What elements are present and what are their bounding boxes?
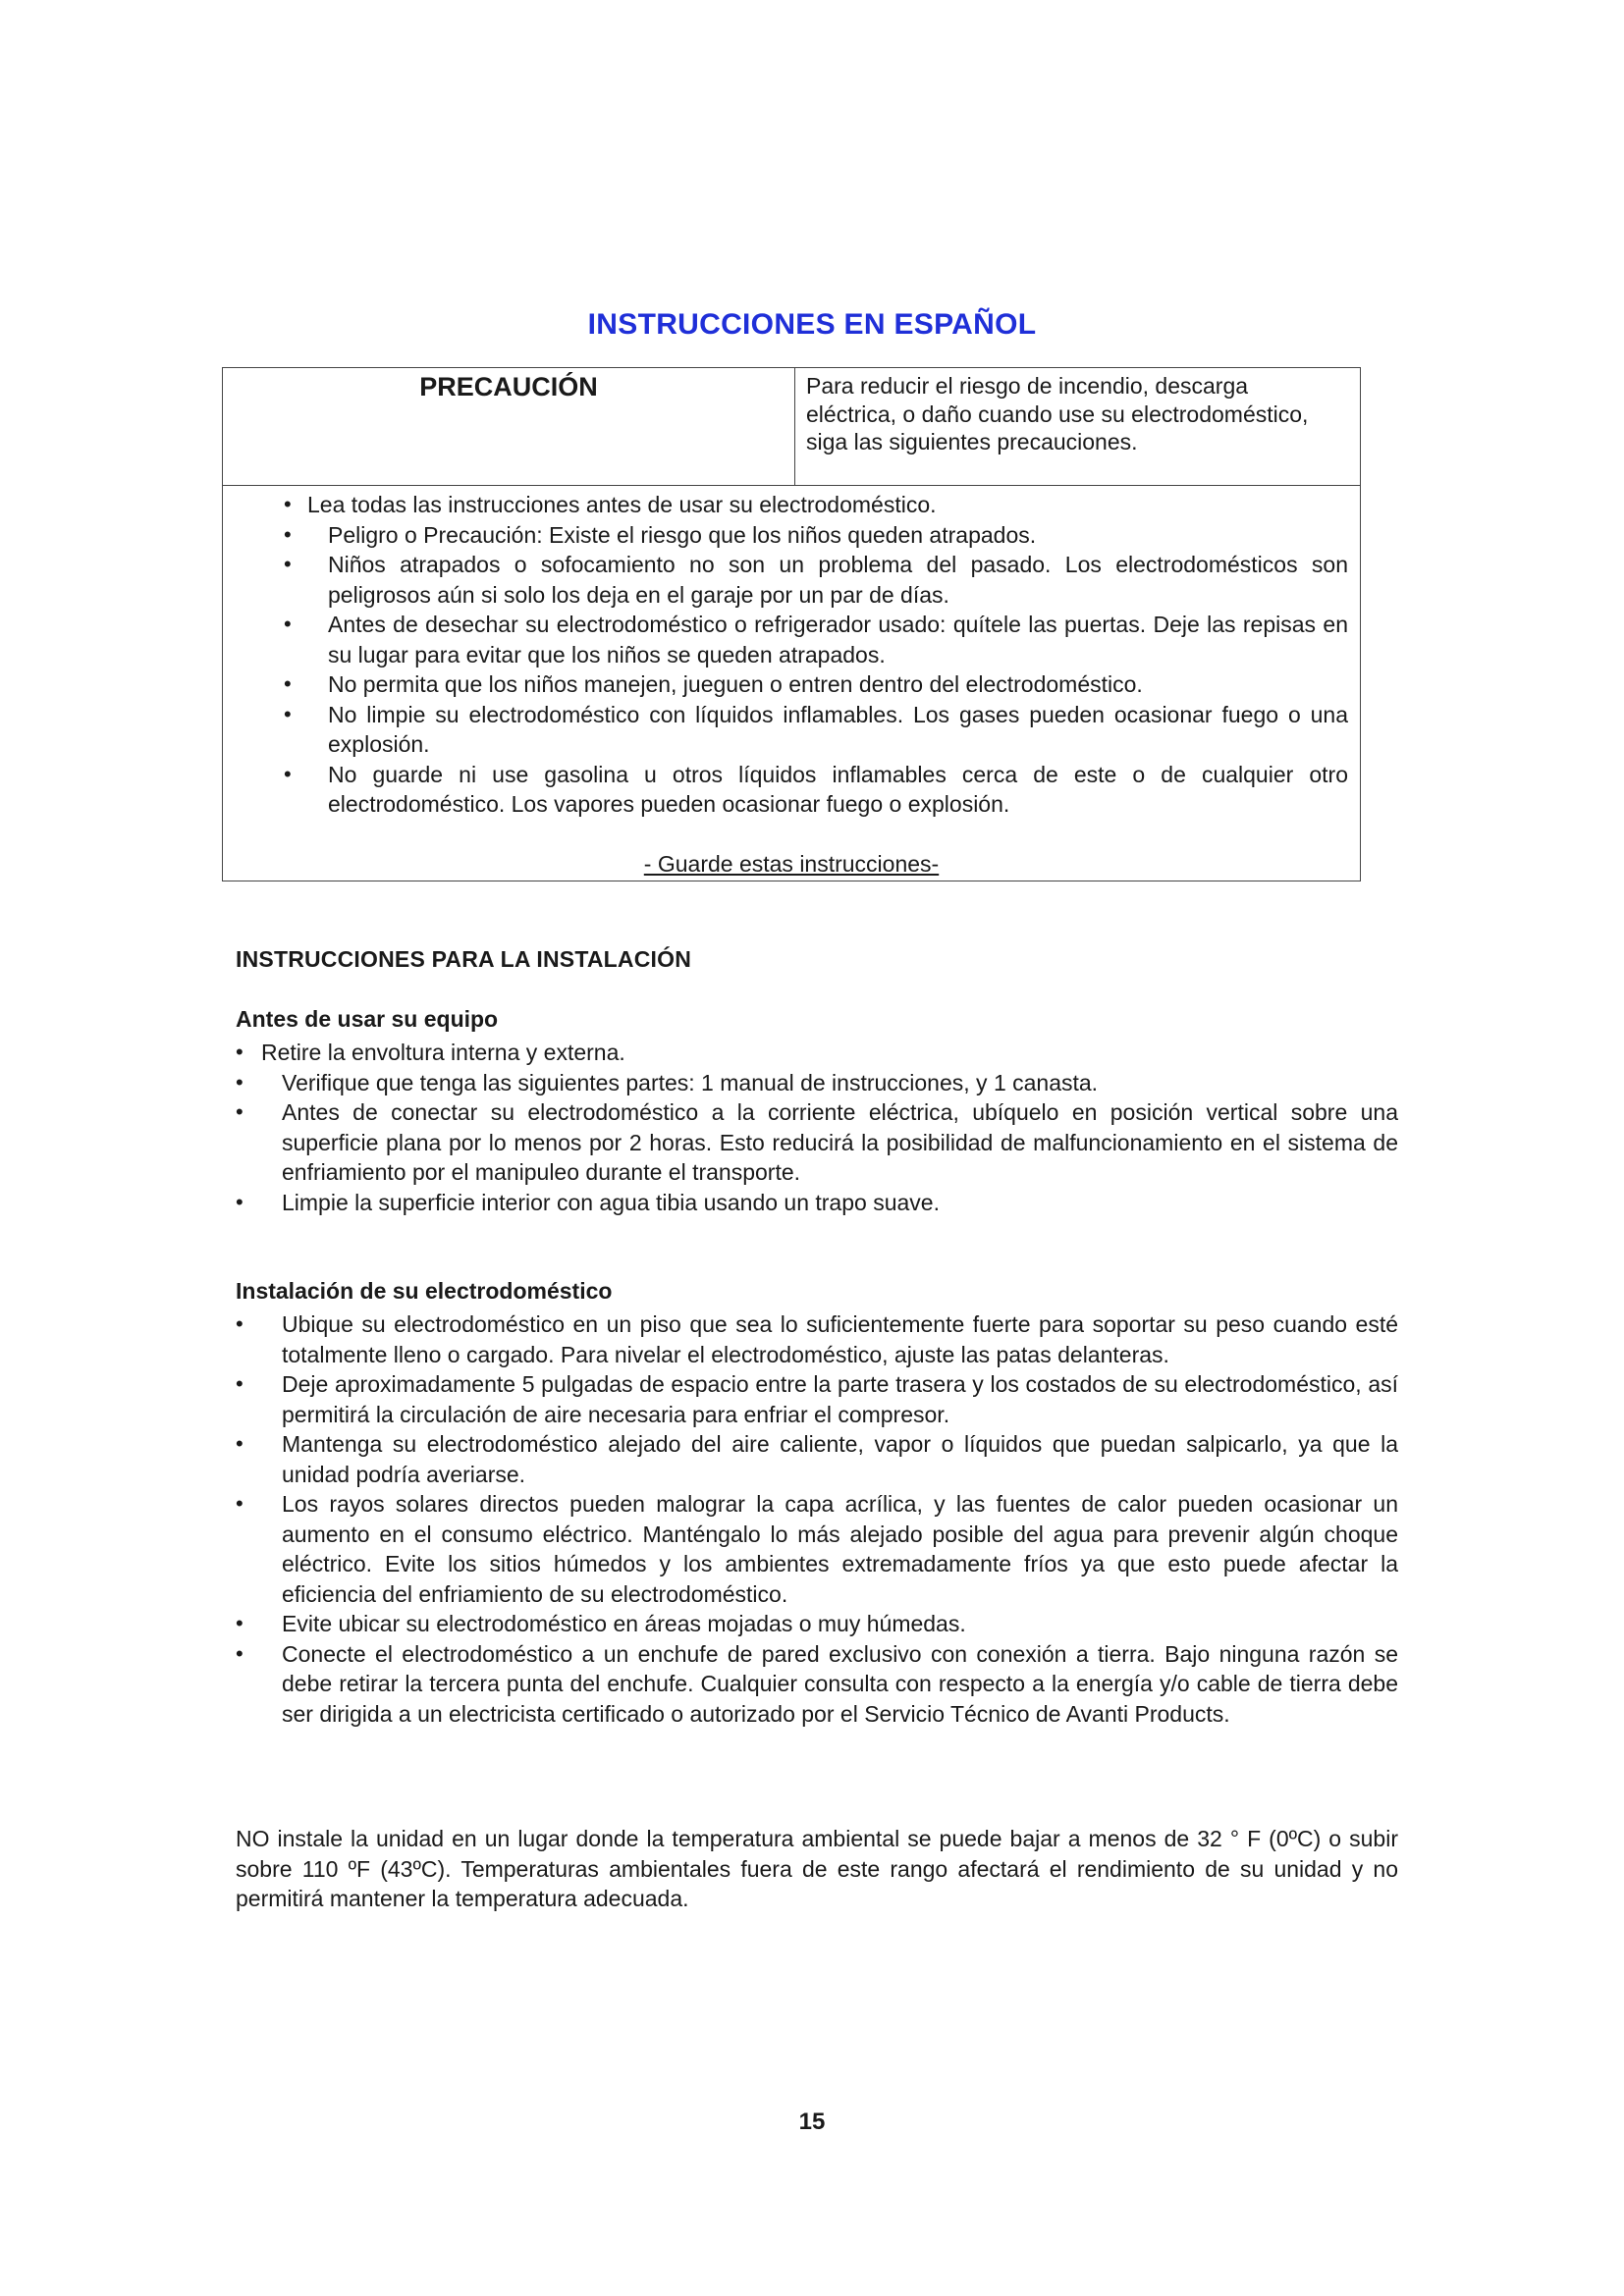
bullet-icon: •: [284, 671, 292, 696]
bullet-icon: •: [236, 1099, 244, 1124]
list-item-text: No guarde ni use gasolina u otros líquidos inflamables cerca de este o de cualquier otro electrodoméstico. Los vapores pueden ocasionar fuego o explosión.: [328, 761, 1348, 817]
list-item: [236, 1609, 1398, 1639]
temperature-note: NO instale la unidad en un lugar donde la temperatura ambiental se puede bajar a menos de 32 ° F (0ºC) o subir sobre 110 ºF (43ºC). Temperaturas ambientales fuera de este rango afectará el rendimiento de su unidad y no permitirá mantener la temperatura adecuada.: [236, 1826, 1398, 1911]
list-item: [223, 490, 1360, 520]
list-item-text: Mantenga su electrodoméstico alejado del aire caliente, vapor o líquidos que puedan salpicarlo, ya que la unidad podría averiarse.: [282, 1431, 1398, 1487]
warning-list: [223, 490, 1360, 820]
warning-divider: [794, 368, 795, 486]
bullet-icon: •: [236, 1040, 244, 1064]
warning-description: Para reducir el riesgo de incendio, descarga eléctrica, o daño cuando use su electrodoméstico, siga las siguientes precauciones.: [806, 373, 1309, 454]
bullet-icon: •: [236, 1069, 244, 1095]
installation-heading: INSTRUCCIONES PARA LA INSTALACIÓN: [236, 946, 692, 972]
list-item: [236, 1639, 1398, 1730]
list-item: [223, 520, 1360, 551]
list-item-text: Antes de desechar su electrodoméstico o refrigerador usado: quítele las puertas. Deje las repisas en su lugar para evitar que los niños se queden atrapados.: [328, 612, 1348, 667]
setup-heading: Instalación de su electrodoméstico: [236, 1278, 613, 1304]
bullet-icon: •: [284, 701, 292, 726]
list-item-text: Retire la envoltura interna y externa.: [261, 1040, 625, 1065]
bullet-icon: •: [236, 1491, 244, 1516]
list-item-text: Ubique su electrodoméstico en un piso que sea lo suficientemente fuerte para soportar su peso cuando esté totalmente lleno o cargado. Para nivelar el electrodoméstico, ajuste las patas delanteras.: [282, 1311, 1398, 1367]
before-use-heading: Antes de usar su equipo: [236, 1006, 499, 1032]
bullet-icon: •: [284, 492, 292, 516]
list-item: [223, 610, 1360, 669]
bullet-icon: •: [284, 612, 292, 636]
list-item-text: Limpie la superficie interior con agua tibia usando un trapo suave.: [282, 1189, 940, 1215]
page-title: INSTRUCCIONES EN ESPAÑOL: [587, 308, 1037, 341]
warning-label: PRECAUCIÓN: [419, 372, 598, 401]
bullet-icon: •: [236, 1311, 244, 1336]
list-item: [223, 550, 1360, 610]
list-item-text: No permita que los niños manejen, jueguen o entren dentro del electrodoméstico.: [328, 671, 1143, 697]
list-item: [236, 1038, 1398, 1068]
list-item-text: Verifique que tenga las siguientes partes: 1 manual de instrucciones, y 1 canasta.: [282, 1069, 1099, 1095]
list-item: [236, 1097, 1398, 1188]
list-item-text: Los rayos solares directos pueden malograr la capa acrílica, y las fuentes de calor pueden ocasionar un aumento en el consumo eléctrico. Manténgalo lo más alejado posible del agua para prevenir algún choque eléctrico. Evite los sitios húmedos y los ambientes extremadamente fríos ya que esto puede afectar la eficiencia del enfriamiento de su electrodoméstico.: [282, 1491, 1398, 1607]
list-item: [236, 1188, 1398, 1218]
list-item-text: Conecte el electrodoméstico a un enchufe de pared exclusivo con conexión a tierra. Bajo ninguna razón se debe retirar la tercera punta del enchufe. Cualquier consulta con respecto a la energía y/o cable de tierra debe ser dirigida a un electricista certificado o autorizado por el Servicio Técnico de Avanti Products.: [282, 1640, 1398, 1727]
bullet-icon: •: [236, 1189, 244, 1214]
list-item-text: Peligro o Precaución: Existe el riesgo que los niños queden atrapados.: [328, 521, 1037, 548]
page-number: 15: [798, 2109, 826, 2135]
list-item-text: Antes de conectar su electrodoméstico a la corriente eléctrica, ubíquelo en posición vertical sobre una superficie plana por lo menos por 2 horas. Esto reducirá la posibilidad de malfuncionamiento en el sistema de enfriamiento por el manipuleo durante el transporte.: [282, 1099, 1398, 1185]
list-item: [223, 760, 1360, 820]
save-instructions-note: - Guarde estas instrucciones-: [643, 851, 940, 877]
list-item: [236, 1489, 1398, 1609]
bullet-icon: •: [236, 1431, 244, 1456]
bullet-icon: •: [236, 1640, 244, 1666]
list-item: [236, 1309, 1398, 1369]
list-item: [223, 669, 1360, 700]
list-item-text: Evite ubicar su electrodoméstico en áreas mojadas o muy húmedas.: [282, 1611, 966, 1636]
list-item: [236, 1068, 1398, 1098]
list-item: [236, 1429, 1398, 1489]
list-item-text: Niños atrapados o sofocamiento no son un problema del pasado. Los electrodomésticos son peligrosos aún si solo los deja en el garaje por un par de días.: [328, 552, 1348, 608]
list-item-text: Lea todas las instrucciones antes de usar su electrodoméstico.: [307, 492, 937, 517]
before-use-list: [236, 1038, 1398, 1217]
setup-list: [236, 1309, 1398, 1729]
bullet-icon: •: [236, 1371, 244, 1396]
list-item: [223, 700, 1360, 760]
list-item: [236, 1369, 1398, 1429]
bullet-icon: •: [236, 1611, 244, 1635]
warning-header: [223, 368, 1360, 486]
list-item-text: No limpie su electrodoméstico con líquidos inflamables. Los gases pueden ocasionar fuego o una explosión.: [328, 701, 1348, 757]
bullet-icon: •: [284, 761, 292, 786]
warning-box: [222, 367, 1361, 881]
list-item-text: Deje aproximadamente 5 pulgadas de espacio entre la parte trasera y los costados de su electrodoméstico, así permitirá la circulación de aire necesaria para enfriar el compresor.: [282, 1371, 1398, 1427]
bullet-icon: •: [284, 552, 292, 576]
bullet-icon: •: [284, 521, 292, 547]
